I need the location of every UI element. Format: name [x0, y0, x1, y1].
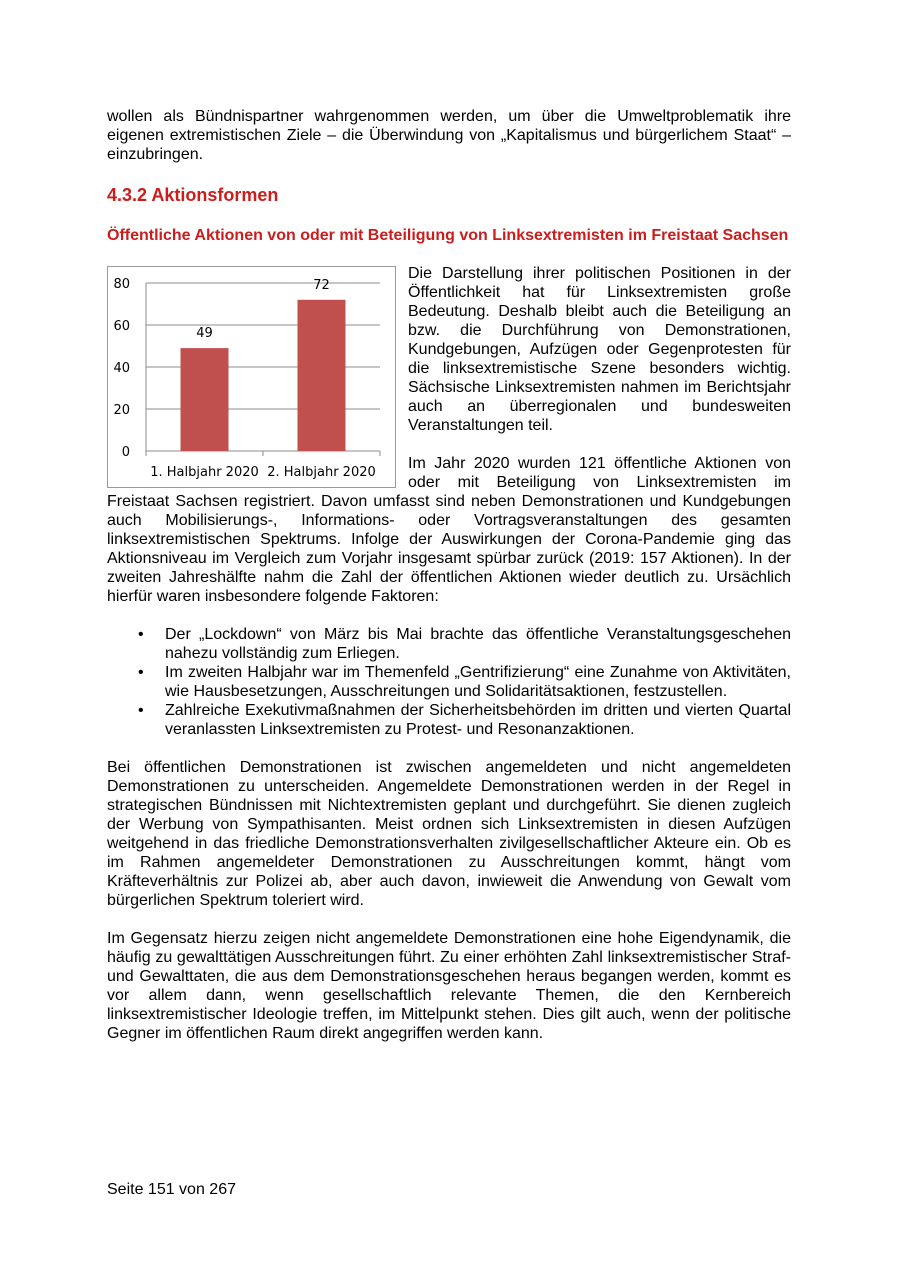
paragraph-actions-2020: Im Jahr 2020 wurden 121 öffentliche Aktionen von oder mit Beteiligung von Linksextremisten im Freistaat Sachsen registriert. Davon umfasst sind neben Demonstrationen und Kundgebungen auch Mobilisierungs-, Informations- oder Vortragsveranstaltungen des gesamten linksextremistischen Spektrums. Infolge der Auswirkungen der Corona-Pandemie ging das Aktionsniveau im Vergleich zum Vorjahr insgesamt spürbar zurück (2019: 157 Aktionen). In der zweiten Jahreshälfte nahm die Zahl der öffentlichen Aktionen wieder deutlich zu. Ursächlich hierfür waren insbesondere folgende Faktoren:	[107, 455, 791, 605]
bar	[181, 348, 229, 451]
paragraph-unregistered-demonstrations: Im Gegensatz hierzu zeigen nicht angemeldete Demonstrationen eine hohe Eigendynamik, die häufig zu gewalttätigen Ausschreitungen führt. Zu einer erhöhten Zahl linksextremistischer Straf- und Gewalttaten, die aus dem Demonstrationsgeschehen heraus begangen werden, kommt es vor allem dann, wenn gesellschaftlich relevante Themen, die den Kernbereich linksextremistischer Ideologie treffen, im Mittelpunkt stehen. Dies gilt auch, wenn der politische Gegner im öffentlichen Raum direkt angegriffen werden kann.	[107, 930, 791, 1042]
y-tick-label: 80	[113, 277, 130, 292]
y-tick-label: 60	[113, 319, 130, 334]
subsection-heading: Öffentliche Aktionen von oder mit Beteiligung von Linksextremisten im Freistaat Sachsen	[107, 227, 789, 244]
y-tick-label: 20	[113, 403, 130, 418]
data-label: 72	[313, 277, 330, 293]
data-label: 49	[196, 326, 213, 342]
page-number: Seite 151 von 267	[107, 1181, 236, 1198]
list-item: • Zahlreiche Exekutivmaßnahmen der Sicherheitsbehörden im dritten und vierten Quartal veranlassten Linksextremisten zu Protest- und Resonanzaktionen.	[165, 701, 791, 739]
chart-svg	[108, 267, 395, 487]
section-heading: 4.3.2 Aktionsformen	[107, 185, 279, 205]
paragraph-registered-demonstrations: Bei öffentlichen Demonstrationen ist zwischen angemeldeten und nicht angemeldeten Demonstrationen zu unterscheiden. Angemeldete Demonstrationen werden in der Regel in strategischen Bündnissen mit Nichtextremisten geplant und durchgeführt. Sie dienen zugleich der Werbung von Sympathisanten. Meist ordnen sich Linksextremisten in diesen Aufzügen weitgehend in das friedliche Demonstrationsverhalten zivilgesellschaftlicher Akteure ein. Ob es im Rahmen angemeldeter Demonstrationen zu Ausschreitungen kommt, hängt vom Kräfteverhältnis zur Polizei ab, aber auch davon, inwieweit die Anwendung von Gewalt vom bürgerlichen Spektrum toleriert wird.	[107, 759, 791, 909]
factor-list	[107, 625, 791, 739]
y-tick-label: 40	[113, 361, 130, 376]
paragraph-positions: Die Darstellung ihrer politischen Positionen in der Öffentlichkeit hat für Linksextremisten große Bedeutung. Deshalb bleibt auch die Beteiligung an bzw. die Durchführung von Demonstrationen, Kundgebungen, Aufzügen oder Gegenprotesten für die linksextremistische Szene besonders wichtig. Sächsische Linksextremisten nahmen im Berichtsjahr auch an überregionalen und bundesweiten Veranstaltungen teil.	[408, 265, 791, 434]
bar	[298, 300, 346, 451]
document-page	[107, 107, 791, 1043]
list-item: • Der „Lockdown“ von März bis Mai brachte das öffentliche Veranstaltungsgeschehen nahezu vollständig zum Erliegen.	[165, 625, 791, 663]
x-tick-label: 2. Halbjahr 2020	[267, 465, 376, 480]
x-tick-label: 1. Halbjahr 2020	[150, 465, 259, 480]
y-tick-label: 0	[121, 445, 130, 460]
actions-bar-chart	[107, 266, 396, 488]
list-item: • Im zweiten Halbjahr war im Themenfeld „Gentrifizierung“ eine Zunahme von Aktivitäten, wie Hausbesetzungen, Ausschreitungen und Solidaritätsaktionen, festzustellen.	[165, 663, 791, 701]
intro-paragraph: wollen als Bündnispartner wahrgenommen werden, um über die Umweltproblematik ihre eigenen extremistischen Ziele – die Überwindung von „Kapitalismus und bürgerlichem Staat“ – einzubringen.	[107, 108, 791, 163]
